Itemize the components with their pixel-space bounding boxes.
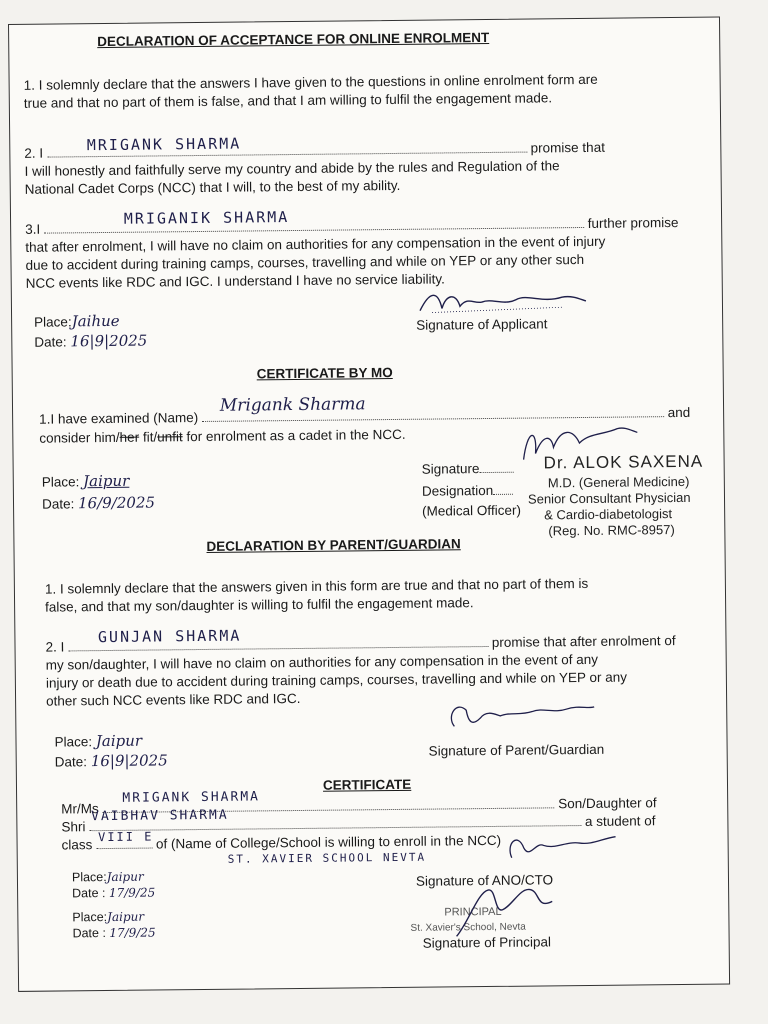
- certificate-line3: [61, 829, 502, 855]
- mo-line2-her-struck: her: [119, 429, 140, 445]
- certificate-shri-label: Shri: [61, 819, 86, 835]
- mo-place-label: Place:: [41, 474, 80, 490]
- ano-signature-graphic: [501, 825, 621, 866]
- parent-para2-line3: injury or death due to accident during training camps, courses, travelling and while on YEP or any: [45, 669, 628, 691]
- applicant-para1-line1: 1. I solemnly declare that the answers I have given to the questions in online enrolment form are: [23, 71, 598, 93]
- applicant-para2-tail: promise that: [530, 139, 605, 156]
- certificate-date1-label: Date :: [72, 886, 106, 901]
- mo-stamp-name: Dr. ALOK SAXENA: [543, 451, 704, 473]
- certificate-date1-value: 17/9/25: [108, 885, 156, 900]
- applicant-place-label: Place:: [34, 314, 72, 330]
- certificate-title: CERTIFICATE: [322, 776, 412, 793]
- applicant-name2-value: MRIGANIK SHARMA: [123, 208, 290, 228]
- document-title: DECLARATION OF ACCEPTANCE FOR ONLINE ENROLMENT: [97, 29, 490, 50]
- parent-para2-tail: promise that after enrolment of: [491, 633, 676, 650]
- mo-date-value: 16/9/2025: [77, 493, 156, 513]
- certificate-date2-label: Date :: [72, 926, 106, 941]
- mo-designation-dots: [493, 482, 513, 495]
- mo-place-value: Jaipur: [82, 471, 130, 491]
- certificate-student-label: a student of: [584, 813, 656, 830]
- parent-date: [55, 751, 168, 771]
- mo-line2-b: fit/: [139, 429, 158, 445]
- certificate-place1-value: Jaipur: [106, 869, 144, 885]
- certificate-place2-label: Place:: [72, 910, 108, 925]
- certificate-class-value: VIII E: [97, 829, 154, 845]
- mo-signature-label: Signature: [421, 461, 480, 477]
- certificate-son-label: Son/Daughter of: [558, 795, 657, 812]
- applicant-para2-line2: I will honestly and faithfully serve my country and abide by the rules and Regulation of the: [24, 158, 560, 179]
- certificate-shri-value: VAIBHAV SHARMA: [91, 807, 229, 825]
- applicant-signature-label: Signature of Applicant: [416, 316, 548, 333]
- certificate-class-label: class: [61, 837, 93, 853]
- certificate-place1-label: Place:: [71, 870, 107, 885]
- mo-line2-unfit-struck: unfit: [157, 429, 183, 445]
- parent-name-value: GUNJAN SHARMA: [97, 626, 242, 647]
- applicant-place: [34, 312, 120, 332]
- certificate-date2-value: 17/9/25: [109, 925, 156, 940]
- mo-designation-row: [422, 482, 513, 501]
- applicant-name-field: [47, 134, 527, 158]
- applicant-place-value: Jaihue: [71, 311, 120, 331]
- parent-para2-number: 2. I: [45, 639, 65, 655]
- mo-line1-label: 1.I have examined (Name): [39, 410, 199, 427]
- mo-stamp-qualification: M.D. (General Medicine): [547, 473, 690, 491]
- mo-signature-dots: [479, 460, 513, 473]
- parent-place-value: Jaipur: [95, 731, 143, 751]
- mo-line2: [39, 426, 405, 448]
- applicant-signature-graphic: [412, 283, 592, 319]
- parent-place: [54, 732, 142, 752]
- principal-stamp-school: St. Xavier's School, Nevta: [410, 921, 526, 934]
- parent-place-label: Place:: [54, 734, 93, 750]
- certificate-school-value: ST. XAVIER SCHOOL NEVTA: [227, 850, 427, 866]
- mo-place: [42, 472, 130, 492]
- parent-date-label: Date:: [54, 754, 88, 770]
- parent-signature-graphic: [442, 695, 602, 737]
- applicant-name-value: MRIGANK SHARMA: [86, 134, 242, 155]
- mo-line2-c: for enrolment as a cadet in the NCC.: [182, 426, 406, 445]
- applicant-para2-number: 2. I: [24, 145, 44, 161]
- mo-date: [42, 493, 155, 513]
- mo-name-value: Mrigank Sharma: [219, 394, 366, 416]
- mo-line1-tail: and: [667, 404, 691, 421]
- parent-name-field: [68, 626, 488, 651]
- applicant-para2-line3: National Cadet Corps (NCC) that I will, to the best of my ability.: [24, 177, 401, 197]
- applicant-date-label: Date:: [34, 334, 67, 350]
- parent-para2-line2: my son/daughter, I will have no claim on authorities for any compensation in the event of any: [45, 651, 599, 673]
- certificate-place2-value: Jaipur: [107, 909, 145, 925]
- ano-signature-label: Signature of ANO/CTO: [415, 872, 554, 889]
- parent-date-value: 16|9|2025: [90, 751, 168, 771]
- applicant-para3-line2: that after enrolment, I will have no claim on authorities for any compensation in the event of injury: [25, 233, 606, 255]
- principal-signature-label: Signature of Principal: [422, 934, 552, 951]
- applicant-date-value: 16|9|2025: [70, 331, 148, 351]
- applicant-para3-line4: NCC events like RDC and IGC. I understand I have no service liability.: [25, 271, 445, 291]
- mo-title: CERTIFICATE BY MO: [256, 364, 393, 382]
- mo-line2-a: consider him/: [39, 429, 120, 446]
- certificate-date2: [72, 924, 155, 943]
- certificate-class-field: [96, 829, 154, 850]
- applicant-para3-number: 3.I: [25, 221, 41, 237]
- applicant-para1-line2: true and that no part of them is false, and that I am willing to fulfil the engagement made.: [23, 90, 553, 111]
- mo-stamp-specialty: & Cardio-diabetologist: [544, 506, 673, 523]
- mo-designation-label: Designation: [421, 482, 494, 499]
- parent-title: DECLARATION BY PARENT/GUARDIAN: [206, 536, 461, 554]
- applicant-para3-line3: due to accident during training camps, courses, travelling and while on YEP or any other such: [25, 251, 585, 273]
- mo-date-label: Date:: [41, 496, 75, 512]
- applicant-date: [34, 332, 147, 352]
- certificate-date1: [72, 884, 155, 903]
- certificate-class-tail: of (Name of College/School is willing to enroll in the NCC): [155, 832, 502, 852]
- mo-medical-officer-label: (Medical Officer): [422, 502, 521, 519]
- parent-signature-label: Signature of Parent/Guardian: [428, 741, 605, 759]
- mo-signature-row: [422, 460, 514, 479]
- mo-stamp-reg: (Reg. No. RMC-8957): [548, 522, 675, 539]
- applicant-name2-field: [44, 208, 584, 234]
- certificate-mr-value: MRIGANK SHARMA: [122, 789, 261, 806]
- parent-para2-line4: other such NCC events like RDC and IGC.: [46, 690, 301, 709]
- certificate-mr-label: Mr/Ms: [61, 801, 99, 817]
- mo-stamp-title: Senior Consultant Physician: [527, 489, 691, 507]
- parent-para1-line2: false, and that my son/daughter is willing to fulfil the engagement made.: [45, 595, 474, 615]
- applicant-para3-tail: further promise: [587, 214, 679, 231]
- parent-para1-line1: 1. I solemnly declare that the answers given in this form are true and that no part of them is: [44, 575, 589, 597]
- principal-stamp-title: PRINCIPAL: [444, 905, 502, 919]
- declaration-document: [8, 17, 730, 992]
